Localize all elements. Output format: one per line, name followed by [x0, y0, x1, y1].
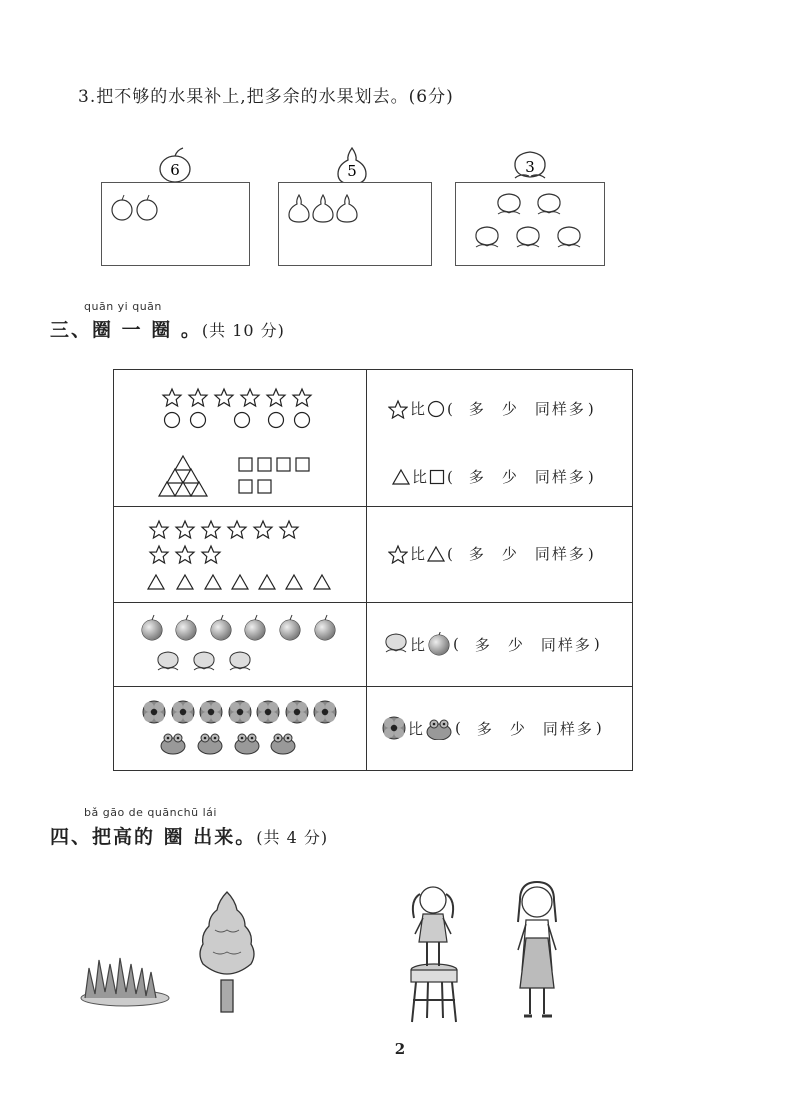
circle-icon: [295, 413, 310, 428]
star-icon: [267, 389, 285, 406]
square-icon: [277, 458, 290, 471]
peach-box: [455, 182, 605, 266]
option-less[interactable]: 少: [509, 719, 527, 738]
apple-icon: [315, 615, 335, 640]
compare-open: (: [447, 544, 453, 563]
apples-drawn: [102, 183, 249, 265]
star-icon: [241, 389, 259, 406]
compare-close: ): [595, 719, 602, 737]
square-icon: [258, 480, 271, 493]
star-icon: [163, 389, 181, 406]
option-less[interactable]: 少: [501, 545, 519, 563]
frog-icon: [235, 734, 259, 754]
triangle-icon: [175, 482, 191, 496]
section-3-title-text: 三、圈 一 圈 。: [50, 319, 202, 341]
option-more[interactable]: 多: [468, 400, 486, 418]
compare-bi: 比: [408, 719, 424, 738]
star-icon: [280, 521, 298, 538]
peach-icon: [517, 227, 539, 247]
peach-icon: [538, 194, 560, 214]
section-3-points: (共 10 分): [201, 321, 285, 340]
triangle-icon: [232, 575, 248, 589]
peach-icon: [558, 227, 580, 247]
apple-icon: [176, 615, 196, 640]
compare-close: ): [593, 635, 600, 653]
star-icon: [202, 546, 220, 563]
star-icon: [388, 544, 408, 564]
section-4-points: (共 4 分): [256, 828, 329, 847]
star-icon: [215, 389, 233, 406]
option-more[interactable]: 多: [468, 545, 486, 563]
compare-bi: 比: [410, 635, 426, 654]
compare-close: ): [587, 544, 594, 563]
triangle-icon: [205, 575, 221, 589]
triangle-icon: [286, 575, 302, 589]
square-icon: [296, 458, 309, 471]
frog-icon: [198, 734, 222, 754]
section-4-title-text: 四、把高的 圈 出来。: [50, 826, 257, 848]
section-4-pictures: [0, 870, 800, 1030]
circle-icon: [191, 413, 206, 428]
option-more[interactable]: 多: [468, 468, 486, 486]
pear-label-icon: [338, 148, 366, 184]
peach-icon: [498, 194, 520, 214]
grass-icon[interactable]: [81, 958, 169, 1006]
triangle-icon: [314, 575, 330, 589]
compare-open: (: [455, 719, 461, 737]
triangle-icon: [167, 469, 183, 483]
section-4-pinyin: bǎ gāo de quānchū lái: [84, 806, 217, 819]
triangle-icon: [392, 468, 410, 486]
triangle-icon: [148, 575, 164, 589]
apple-icon: [427, 632, 451, 656]
option-less[interactable]: 少: [507, 635, 525, 654]
pear-box: [278, 182, 432, 266]
pear-label-number: 5: [347, 162, 357, 180]
star-icon: [189, 389, 207, 406]
peach-icon: [230, 652, 250, 670]
star-icon: [150, 546, 168, 563]
triangle-icon: [159, 482, 175, 496]
peach-icon: [158, 652, 178, 670]
option-more[interactable]: 多: [476, 719, 494, 738]
circle-icon: [427, 400, 445, 418]
pear-icon: [289, 195, 309, 222]
peach-icon: [384, 632, 408, 656]
star-icon: [293, 389, 311, 406]
comparison-table: [113, 369, 633, 771]
option-same[interactable]: 同样多: [534, 468, 586, 486]
flower-icon: [314, 701, 336, 723]
peach-icon: [476, 227, 498, 247]
compare-close: ): [587, 399, 594, 418]
compare-row-2: [392, 466, 594, 487]
star-icon: [228, 521, 246, 538]
pear-icon: [313, 195, 333, 222]
apple-label-icon: [160, 148, 190, 182]
compare-open: (: [447, 467, 453, 486]
pear-icon: [337, 195, 357, 222]
girl-on-stool-icon[interactable]: [411, 887, 457, 1022]
option-same[interactable]: 同样多: [534, 400, 586, 418]
flower-icon: [257, 701, 279, 723]
peach-label-number: 3: [525, 158, 535, 176]
tree-icon[interactable]: [200, 892, 254, 1012]
compare-close: ): [587, 467, 594, 486]
star-icon: [176, 521, 194, 538]
option-more[interactable]: 多: [474, 635, 492, 654]
circle-icon: [165, 413, 180, 428]
section-3-pinyin: quān yi quān: [84, 300, 162, 313]
option-same[interactable]: 同样多: [534, 545, 586, 563]
star-icon: [176, 546, 194, 563]
star-icon: [150, 521, 168, 538]
option-same[interactable]: 同样多: [540, 635, 592, 654]
compare-row-4: [384, 632, 600, 656]
flower-icon: [172, 701, 194, 723]
compare-row-5: [382, 716, 602, 740]
section-4-title: [50, 822, 328, 849]
square-icon: [239, 480, 252, 493]
apple-icon: [280, 615, 300, 640]
triangle-icon: [427, 545, 445, 563]
frog-icon: [271, 734, 295, 754]
table-drawings: [114, 370, 366, 770]
square-icon: [258, 458, 271, 471]
compare-row-3: [388, 543, 594, 564]
option-less[interactable]: 少: [501, 468, 519, 486]
flower-icon: [382, 716, 406, 740]
compare-bi: 比: [412, 468, 428, 486]
option-less[interactable]: 少: [501, 400, 519, 418]
compare-open: (: [453, 635, 459, 653]
peaches-drawn: [456, 183, 604, 265]
flower-icon: [286, 701, 308, 723]
square-icon: [239, 458, 252, 471]
triangle-icon: [183, 469, 199, 483]
apple-box: [101, 182, 250, 266]
option-same[interactable]: 同样多: [542, 719, 594, 738]
compare-open: (: [447, 399, 453, 418]
woman-icon[interactable]: [518, 882, 556, 1016]
section-3-title: [50, 315, 285, 342]
apple-label-number: 6: [170, 161, 180, 179]
frog-icon: [161, 734, 185, 754]
compare-bi: 比: [410, 400, 426, 418]
triangle-icon: [259, 575, 275, 589]
apple-icon: [137, 195, 157, 220]
flower-icon: [229, 701, 251, 723]
triangle-icon: [177, 575, 193, 589]
apple-icon: [245, 615, 265, 640]
apple-icon: [142, 615, 162, 640]
pears-drawn: [279, 183, 431, 265]
apple-icon: [211, 615, 231, 640]
flower-icon: [200, 701, 222, 723]
peach-icon: [194, 652, 214, 670]
peach-label-icon: [515, 152, 545, 178]
square-icon: [429, 469, 445, 485]
triangle-icon: [191, 482, 207, 496]
flower-icon: [143, 701, 165, 723]
star-icon: [388, 399, 408, 419]
compare-bi: 比: [410, 545, 426, 563]
question-3-text: 3.把不够的水果补上,把多余的水果划去。(6分): [78, 87, 454, 107]
triangle-icon: [175, 456, 191, 470]
star-icon: [254, 521, 272, 538]
apple-icon: [112, 195, 132, 220]
table-divider: [366, 370, 367, 770]
frog-icon: [425, 716, 453, 740]
compare-row-1: [388, 398, 594, 419]
star-icon: [202, 521, 220, 538]
circle-icon: [235, 413, 250, 428]
circle-icon: [269, 413, 284, 428]
page-number: 2: [394, 1040, 406, 1058]
